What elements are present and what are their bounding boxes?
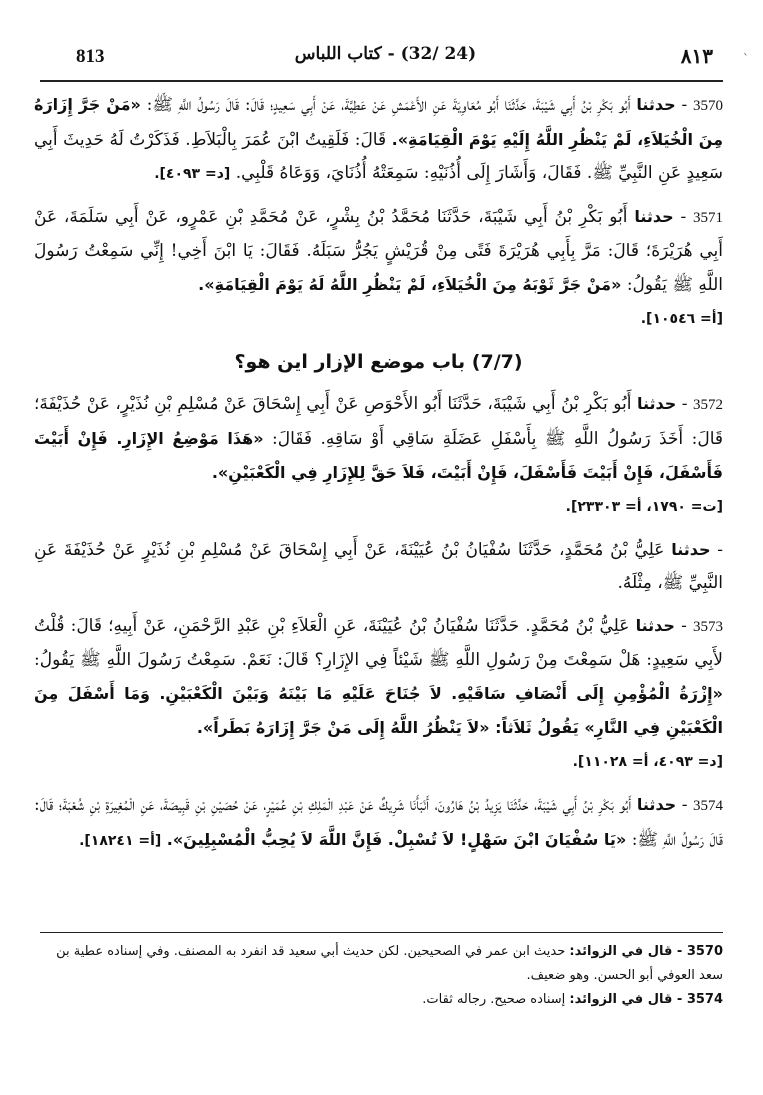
- hadith-reference: [د= ٤٠٩٣، أ= ١١٠٢٨].: [572, 754, 723, 770]
- footnote-label: 3574 - قال في الزوائد:: [569, 992, 723, 1007]
- hadith-number: 3570: [693, 98, 724, 114]
- footnote-text: حديث ابن عمر في الصحيحين. لكن حديث أبي سعيد قد انفرد به المصنف. وفي إسناده عطية بن سعد العوفي أبو الحسن. وهو ضعيف.: [56, 944, 723, 983]
- hadith-keyword: حدثنا: [634, 207, 674, 226]
- hadith-chain: أَبُو بَكْرِ بْنُ أَبِي شَيْبَةَ، حَدَّثَنَا أَبُو مُعَاوِيَةَ عَنِ الأَعْمَشِ عَنْ عَطِيَّةَ، عَنْ أَبِي سَعِيدٍ؛ قَالَ: قَالَ رَسُولُ اللَّهِ ﷺ:: [146, 95, 631, 115]
- hadith-number: 3574: [693, 798, 724, 814]
- hadith-text: «مَنْ جَرَّ ثَوْبَهُ مِنَ الْخُيَلاَءِ، لَمْ يَنْظُرِ اللَّهُ لَهُ يَوْمَ الْقِيَامَةِ».: [198, 275, 622, 294]
- hadith-chain: عَلِيُّ بْنُ مُحَمَّدٍ. حَدَّثَنَا سُفْيَانُ بْنُ عُيَيْنَةَ، عَنِ الْعَلاَءِ بْنِ عَبْدِ الرَّحْمَنِ، عَنْ أَبِيهِ؛ قَالَ: قُلْتُ لأَبِي سَعِيدٍ: هَلْ سَمِعْتَ مِنْ رَسُولِ اللَّهِ ﷺ شَيْئاً فِي الإِزَارِ؟ قَالَ: نَعَمْ. سَمِعْتُ رَسُولَ اللَّهِ ﷺ يَقُولُ:: [34, 616, 723, 670]
- footnote-3570: [40, 940, 723, 988]
- hadith-3574: 3574 - حدثنا أَبُو بَكْرِ بْنُ أَبِي شَيْبَةَ، حَدَّثَنَا يَزِيدُ بْنُ هَارُونَ، أَنْبَأَنَا شَرِيكٌ عَنْ عَبْدِ الْمَلِكِ بْنِ عُمَيْرٍ، عَنْ حُصَيْنِ بْنِ قَبِيصَةَ، عَنِ الْمُغِيرَةِ بْنِ شُعْبَةَ؛ قَالَ: قَالَ رَسُولُ اللَّهِ ﷺ: «يَا سُفْيَانَ ابْنَ سَهْلٍ! لاَ تُسْبِلْ. فَإِنَّ اللَّهَ لاَ يُحِبُّ الْمُسْبِلِينَ». [أ= ١٨٢٤١].: [34, 788, 723, 858]
- corner-mark: `: [743, 52, 749, 66]
- hadith-number: 3571: [693, 210, 724, 226]
- hadith-text: «إِزْرَةُ الْمُؤْمِنِ إِلَى أَنْصَافِ سَاقَيْهِ. لاَ جُنَاحَ عَلَيْهِ مَا بَيْنَهُ وَبَيْنَ الْكَعْبَيْنِ. وَمَا أَسْفَلَ مِنَ الْكَعْبَيْنِ فِي النَّارِ» يَقُولُ ثَلاَثاً: «لاَ يَنْظُرُ اللَّهُ إِلَى مَنْ جَرَّ إِزَارَهُ بَطَراً».: [34, 684, 723, 737]
- page-number-latin: 813: [76, 46, 105, 67]
- hadith-keyword: حدثنا: [636, 95, 676, 114]
- hadith-3572-variant: - حدثنا عَلِيُّ بْنُ مُحَمَّدٍ، حَدَّثَنَا سُفْيَانُ بْنُ عُيَيْنَةَ، عَنْ أَبِي إِسْحَاقَ عَنْ مُسْلِمِ بْنِ نُذَيْرٍ عَنْ حُذَيْفَةَ عَنِ النَّبِيِّ ﷺ، مِثْلَهُ.: [34, 540, 723, 593]
- hadith-text: «يَا سُفْيَانَ ابْنَ سَهْلٍ! لاَ تُسْبِلْ. فَإِنَّ اللَّهَ لاَ يُحِبُّ الْمُسْبِلِينَ».: [166, 830, 627, 849]
- footnote-label: 3570 - قال في الزوائد:: [569, 944, 723, 959]
- footnotes: [40, 940, 723, 1012]
- hadith-keyword: حدثنا: [636, 795, 677, 814]
- page-number-arabic: ٨١٣: [680, 44, 713, 68]
- page-header: [48, 38, 723, 78]
- hadith-reference: [أ= ١٠٥٤٦].: [640, 311, 723, 327]
- hadith-3571: 3571 - حدثنا أَبُو بَكْرِ بْنُ أَبِي شَيْبَةَ، حَدَّثَنَا مُحَمَّدُ بْنُ بِشْرٍ، عَنْ مُحَمَّدِ بْنِ عَمْرٍو، عَنْ أَبِي سَلَمَةَ، عَنْ أَبِي هُرَيْرَةَ؛ قَالَ: مَرَّ بِأَبِي هُرَيْرَةَ فَتًى مِنْ قُرَيْشٍ يَجُرُّ سَبَلَهُ. فَقَالَ: يَا ابْنَ أَخِي! إِنِّي سَمِعْتُ رَسُولَ اللَّهِ ﷺ يَقُولُ: «مَنْ جَرَّ ثَوْبَهُ مِنَ الْخُيَلاَءِ، لَمْ يَنْظُرِ اللَّهُ لَهُ يَوْمَ الْقِيَامَةِ». [أ= ١٠٥٤٦].: [34, 200, 723, 336]
- hadith-chain: عَلِيُّ بْنُ مُحَمَّدٍ، حَدَّثَنَا سُفْيَانُ بْنُ عُيَيْنَةَ، عَنْ أَبِي إِسْحَاقَ عَنْ مُسْلِمِ بْنِ نُذَيْرٍ عَنْ حُذَيْفَةَ عَنِ النَّبِيِّ ﷺ، مِثْلَهُ.: [34, 540, 723, 593]
- running-title: (24 /32) - كتاب اللباس: [294, 44, 477, 64]
- main-text: [34, 88, 723, 867]
- hadith-number: 3572: [693, 397, 723, 413]
- hadith-chain: أَبُو بَكْرِ بْنُ أَبِي شَيْبَةَ، حَدَّثَنَا أَبُو الأَحْوَصِ عَنْ أَبِي إِسْحَاقَ عَنْ مُسْلِمِ بْنِ نُذَيْرٍ، عَنْ حُذَيْفَةَ؛ قَالَ: أَخَذَ رَسُولُ اللَّهِ ﷺ بِأَسْفَلِ عَضَلَةِ سَاقِي أَوْ سَاقِهِ. فَقَالَ:: [34, 394, 724, 449]
- hadith-reference: [ت= ١٧٩٠، أ= ٢٣٣٠٣].: [565, 499, 723, 515]
- hadith-chain: أَبُو بَكْرِ بْنُ أَبِي شَيْبَةَ، حَدَّثَنَا يَزِيدُ بْنُ هَارُونَ، أَنْبَأَنَا شَرِيكٌ عَنْ عَبْدِ الْمَلِكِ بْنِ عُمَيْرٍ، عَنْ حُصَيْنِ بْنِ قَبِيصَةَ، عَنِ الْمُغِيرَةِ بْنِ شُعْبَةَ؛ قَالَ: قَالَ رَسُولُ اللَّهِ ﷺ:: [34, 795, 723, 850]
- footnote-text: إسناده صحيح. رجاله ثقات.: [422, 992, 566, 1007]
- hadith-number: 3573: [693, 619, 724, 635]
- hadith-keyword: حدثنا: [671, 540, 711, 559]
- hadith-chain: أَبُو بَكْرِ بْنُ أَبِي شَيْبَةَ، حَدَّثَنَا مُحَمَّدُ بْنُ بِشْرٍ، عَنْ مُحَمَّدِ بْنِ عَمْرٍو، عَنْ أَبِي سَلَمَةَ، عَنْ أَبِي هُرَيْرَةَ؛ قَالَ: مَرَّ بِأَبِي هُرَيْرَةَ فَتًى مِنْ قُرَيْشٍ يَجُرُّ سَبَلَهُ. فَقَالَ: يَا ابْنَ أَخِي! إِنِّي سَمِعْتُ رَسُولَ اللَّهِ ﷺ يَقُولُ:: [34, 207, 723, 295]
- hadith-3572: 3572 - حدثنا أَبُو بَكْرِ بْنُ أَبِي شَيْبَةَ، حَدَّثَنَا أَبُو الأَحْوَصِ عَنْ أَبِي إِسْحَاقَ عَنْ مُسْلِمِ بْنِ نُذَيْرٍ، عَنْ حُذَيْفَةَ؛ قَالَ: أَخَذَ رَسُولُ اللَّهِ ﷺ بِأَسْفَلِ عَضَلَةِ سَاقِي أَوْ سَاقِهِ. فَقَالَ: «هَذَا مَوْضِعُ الإِزَارِ. فَإِنْ أَبَيْتَ فَأَسْفَلَ، فَإِنْ أَبَيْتَ فَأَسْفَلَ، فَإِنْ أَبَيْتَ، فَلاَ حَقَّ لِلإِزَارِ فِي الْكَعْبَيْنِ». [ت= ١٧٩٠، أ= ٢٣٣٠٣].: [34, 387, 723, 524]
- chapter-heading: (7/7) باب موضع الإزار اين هو؟: [234, 351, 523, 373]
- hadith-3570: 3570 - حدثنا أَبُو بَكْرِ بْنُ أَبِي شَيْبَةَ، حَدَّثَنَا أَبُو مُعَاوِيَةَ عَنِ الأَعْمَشِ عَنْ عَطِيَّةَ، عَنْ أَبِي سَعِيدٍ؛ قَالَ: قَالَ رَسُولُ اللَّهِ ﷺ: «مَنْ جَرَّ إِزَارَهُ مِنَ الْخُيَلاَءِ، لَمْ يَنْظُرِ اللَّهُ إِلَيْهِ يَوْمَ الْقِيَامَةِ». قَالَ: فَلَقِيتُ ابْنَ عُمَرَ بِالْبَلاَطِ. فَذَكَرْتُ لَهُ حَدِيثَ أَبِي سَعِيدٍ عَنِ النَّبِيِّ ﷺ. فَقَالَ، وَأَشَارَ إِلَى أُذُنَيْهِ: سَمِعَتْهُ أُذُنَايَ، وَوَعَاهُ قَلْبِي. [د= ٤٠٩٣].: [34, 88, 723, 191]
- header-rule: [40, 80, 723, 82]
- hadith-keyword: حدثنا: [636, 394, 677, 413]
- hadith-reference: [د= ٤٠٩٣].: [154, 166, 231, 182]
- footnote-3574: [40, 988, 723, 1012]
- hadith-text: «هَذَا مَوْضِعُ الإِزَارِ. فَإِنْ أَبَيْتَ فَأَسْفَلَ، فَإِنْ أَبَيْتَ فَأَسْفَلَ، فَإِنْ أَبَيْتَ، فَلاَ حَقَّ لِلإِزَارِ فِي الْكَعْبَيْنِ».: [34, 429, 723, 482]
- hadith-text: «مَنْ جَرَّ إِزَارَهُ مِنَ الْخُيَلاَءِ، لَمْ يَنْظُرِ اللَّهُ إِلَيْهِ يَوْمَ الْقِيَامَةِ».: [34, 95, 724, 149]
- hadith-keyword: حدثنا: [635, 616, 675, 635]
- hadith-3573: 3573 - حدثنا عَلِيُّ بْنُ مُحَمَّدٍ. حَدَّثَنَا سُفْيَانُ بْنُ عُيَيْنَةَ، عَنِ الْعَلاَءِ بْنِ عَبْدِ الرَّحْمَنِ، عَنْ أَبِيهِ؛ قَالَ: قُلْتُ لأَبِي سَعِيدٍ: هَلْ سَمِعْتَ مِنْ رَسُولِ اللَّهِ ﷺ شَيْئاً فِي الإِزَارِ؟ قَالَ: نَعَمْ. سَمِعْتُ رَسُولَ اللَّهِ ﷺ يَقُولُ: «إِزْرَةُ الْمُؤْمِنِ إِلَى أَنْصَافِ سَاقَيْهِ. لاَ جُنَاحَ عَلَيْهِ مَا بَيْنَهُ وَبَيْنَ الْكَعْبَيْنِ. وَمَا أَسْفَلَ مِنَ الْكَعْبَيْنِ فِي النَّارِ» يَقُولُ ثَلاَثاً: «لاَ يَنْظُرُ اللَّهُ إِلَى مَنْ جَرَّ إِزَارَهُ بَطَراً». [د= ٤٠٩٣، أ= ١١٠٢٨].: [34, 609, 723, 779]
- hadith-tail: قَالَ: فَلَقِيتُ ابْنَ عُمَرَ بِالْبَلاَطِ. فَذَكَرْتُ لَهُ حَدِيثَ أَبِي سَعِيدٍ عَنِ النَّبِيِّ ﷺ. فَقَالَ، وَأَشَارَ إِلَى أُذُنَيْهِ: سَمِعَتْهُ أُذُنَايَ، وَوَعَاهُ قَلْبِي.: [34, 130, 723, 183]
- footnote-rule: [40, 932, 723, 933]
- hadith-reference: [أ= ١٨٢٤١].: [79, 833, 162, 849]
